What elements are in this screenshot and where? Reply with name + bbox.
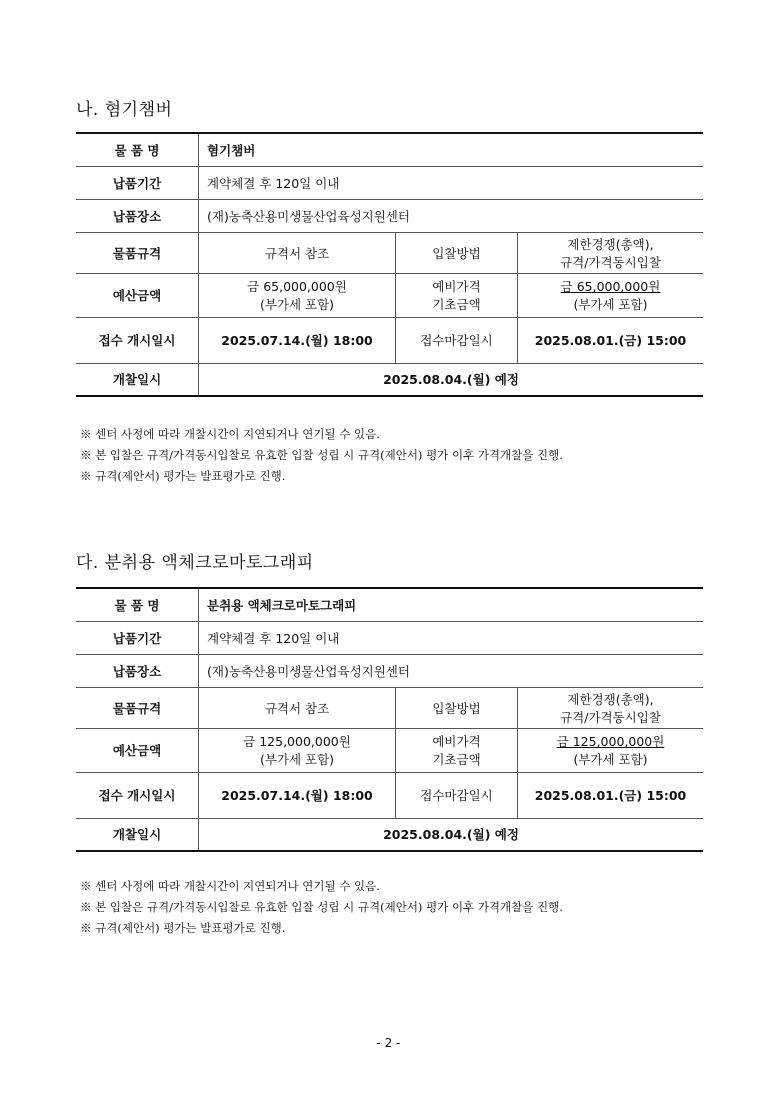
item-name-label: 물 품 명 [76,133,199,166]
note-item: ※ 센터 사정에 따라 개찰시간이 지연되거나 연기될 수 있음. [80,879,380,893]
budget-value [199,728,396,772]
bid-method-line-1: 제한경쟁(총액), [567,691,654,707]
reserve-price-label [396,728,518,772]
delivery-period-value: 계약체결 후 120일 이내 [199,166,704,199]
delivery-period-label: 납품기간 [76,166,199,199]
reserve-price-value [518,273,704,317]
table-row [76,232,703,273]
deadline-value: 2025.08.01.(금) 15:00 [518,317,704,363]
reserve-label-line-2: 기초금액 [432,297,481,312]
procurement-table [76,587,703,852]
item-name-label: 물 품 명 [76,588,199,621]
note-item: ※ 규격(제안서) 평가는 발표평가로 진행. [80,921,286,935]
table-row [76,818,703,851]
table-row [76,772,703,818]
table-row [76,363,703,396]
reserve-price-value [518,728,704,772]
section-title: 나. 혐기챔버 [76,100,173,120]
start-datetime-value: 2025.07.14.(월) 18:00 [199,317,396,363]
bid-method-value [518,687,704,728]
delivery-place-label: 납품장소 [76,654,199,687]
bid-method-value [518,232,704,273]
delivery-period-label: 납품기간 [76,621,199,654]
budget-value [199,273,396,317]
table-row [76,687,703,728]
table-row [76,133,703,166]
deadline-label: 접수마감일시 [396,772,518,818]
delivery-place-value: (재)농축산용미생물산업육성지원센터 [199,199,704,232]
spec-value: 규격서 참조 [199,687,396,728]
opening-datetime-label: 개찰일시 [76,818,199,851]
reserve-label-line-1: 예비가격 [432,734,481,749]
note-item: ※ 센터 사정에 따라 개찰시간이 지연되거나 연기될 수 있음. [80,427,380,441]
opening-datetime-label: 개찰일시 [76,363,199,396]
deadline-value: 2025.08.01.(금) 15:00 [518,772,704,818]
reserve-vat-note: (부가세 포함) [573,297,648,312]
table-row [76,654,703,687]
table-row [76,273,703,317]
note-item: ※ 본 입찰은 규격/가격동시입찰로 유효한 입찰 성립 시 규격(제안서) 평가 이후 가격개찰을 진행. [80,900,563,914]
reserve-amount: 금 125,000,000원 [556,734,665,749]
bid-method-line-2: 규격/가격동시입찰 [560,709,661,725]
bid-method-line-1: 제한경쟁(총액), [567,236,654,252]
table-row [76,588,703,621]
delivery-place-value: (재)농축산용미생물산업육성지원센터 [199,654,704,687]
delivery-place-label: 납품장소 [76,199,199,232]
table-row [76,317,703,363]
notes-list [80,424,563,487]
section-title: 다. 분취용 액체크로마토그래피 [76,553,314,573]
opening-datetime-value: 2025.08.04.(월) 예정 [199,818,704,851]
reserve-amount: 금 65,000,000원 [560,279,661,294]
page-number: - 2 - [376,1036,401,1050]
delivery-period-value: 계약체결 후 120일 이내 [199,621,704,654]
reserve-vat-note: (부가세 포함) [573,752,648,767]
notes-list [80,876,563,939]
budget-amount: 금 125,000,000원 [243,734,351,749]
budget-vat-note: (부가세 포함) [259,297,335,312]
item-name-value: 분취용 액체크로마토그래피 [199,588,704,621]
spec-label: 물품규격 [76,687,199,728]
bid-method-label: 입찰방법 [396,687,518,728]
table-row [76,621,703,654]
reserve-price-label [396,273,518,317]
start-datetime-value: 2025.07.14.(월) 18:00 [199,772,396,818]
deadline-label: 접수마감일시 [396,317,518,363]
spec-value: 규격서 참조 [199,232,396,273]
budget-amount: 금 65,000,000원 [247,279,347,294]
bid-method-label: 입찰방법 [396,232,518,273]
table-row [76,166,703,199]
note-item: ※ 본 입찰은 규격/가격동시입찰로 유효한 입찰 성립 시 규격(제안서) 평가 이후 가격개찰을 진행. [80,448,563,462]
budget-label: 예산금액 [76,728,199,772]
reserve-label-line-1: 예비가격 [432,279,481,294]
item-name-value: 혐기챔버 [199,133,704,166]
table-row [76,728,703,772]
note-item: ※ 규격(제안서) 평가는 발표평가로 진행. [80,469,286,483]
opening-datetime-value: 2025.08.04.(월) 예정 [199,363,704,396]
table-row [76,199,703,232]
reserve-label-line-2: 기초금액 [432,752,481,767]
start-datetime-label: 접수 개시일시 [76,317,199,363]
procurement-table [76,132,703,397]
start-datetime-label: 접수 개시일시 [76,772,199,818]
budget-vat-note: (부가세 포함) [259,752,335,767]
spec-label: 물품규격 [76,232,199,273]
bid-method-line-2: 규격/가격동시입찰 [560,254,661,270]
budget-label: 예산금액 [76,273,199,317]
